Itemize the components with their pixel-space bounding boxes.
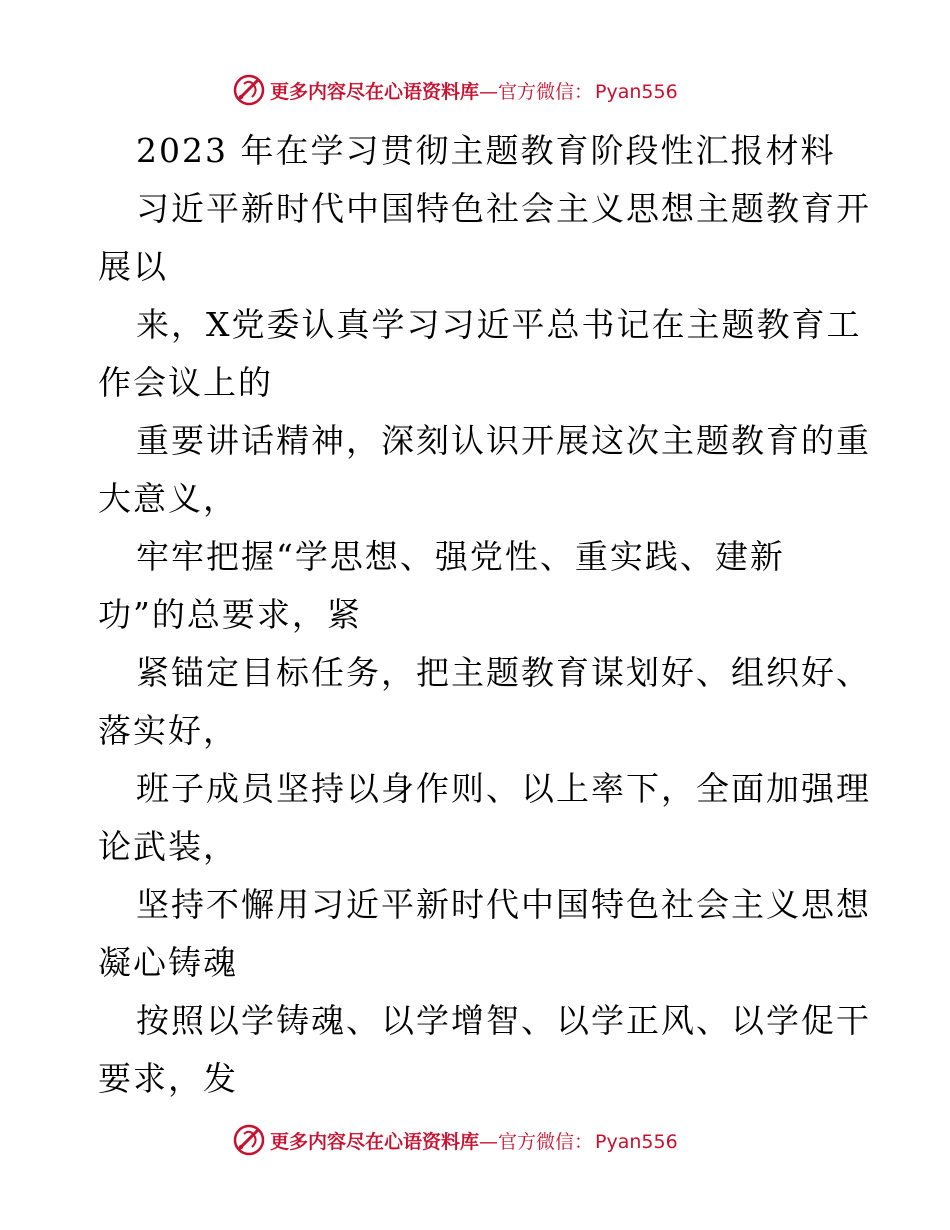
watermark-site: 更多内容尽在心语资料库 [270,1130,480,1153]
watermark-contact-id: Pyan556 [595,80,678,103]
watermark-text [270,1127,678,1154]
paragraph-line: 牢牢把握“学思想、强党性、重实践、建新 [136,537,785,576]
seal-pen-logo-icon [232,1123,266,1157]
watermark-separator: — [479,1130,499,1153]
watermark-contact-label: 官方微信： [498,1130,594,1153]
paragraph-line: 重要讲话精神，深刻认识开展这次主题教育的重 [136,421,871,460]
paragraph-line: 班子成员坚持以身作则、以上率下，全面加强理 [136,769,871,808]
paragraph-line: 按照以学铸魂、以学增智、以学正风、以学促干 [136,1001,871,1040]
paragraph-line: 功”的总要求，紧 [98,595,362,634]
paragraph-line: 展以 [98,247,168,286]
footer-watermark [232,1123,678,1157]
paragraph-line: 坚持不懈用习近平新时代中国特色社会主义思想 [136,885,871,924]
watermark-separator: — [479,80,499,103]
watermark-contact-label: 官方微信： [498,80,594,103]
watermark-contact-id: Pyan556 [595,1130,678,1153]
paragraph-line: 习近平新时代中国特色社会主义思想主题教育开 [136,189,871,228]
document-title: 2023 年在学习贯彻主题教育阶段性汇报材料 [136,131,836,170]
watermark-text [270,77,678,104]
paragraph-line: 论武装， [98,827,238,866]
paragraph-line: 要求，发 [98,1059,238,1098]
paragraph-line: 紧锚定目标任务，把主题教育谋划好、组织好、 [136,653,871,692]
paragraph-line: 作会议上的 [98,363,273,402]
paragraph-line: 凝心铸魂 [98,943,238,982]
header-watermark [232,73,678,107]
seal-pen-logo-icon [232,73,266,107]
paragraph-line: 大意义， [98,479,238,518]
paragraph-line: 来，X党委认真学习习近平总书记在主题教育工 [136,305,862,344]
paragraph-line: 落实好， [98,711,238,750]
watermark-site: 更多内容尽在心语资料库 [270,80,480,103]
document-body [98,122,871,1108]
